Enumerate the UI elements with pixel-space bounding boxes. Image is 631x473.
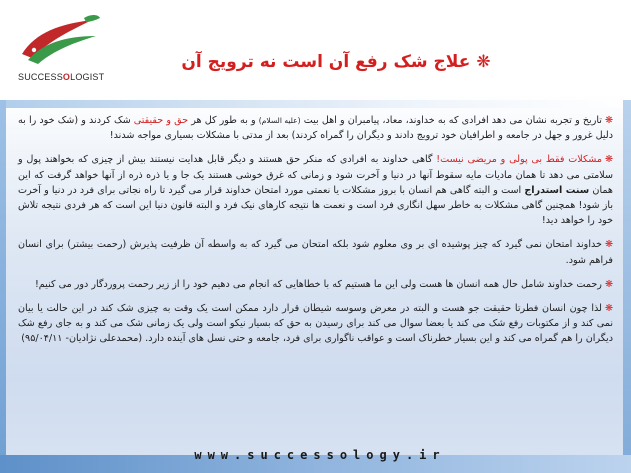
paragraph [18, 152, 613, 228]
paragraph-text: گاهی خداوند به افرادی که منکر حق هستند و دیگر قابل هدایت نیستند بیش از چیزی که بخواهند پول و سلامتی می دهد تا همان مادیات مایه سقوط آنها در دنیا و آخرت شود و زمانی که غرق خوشی هستند یک جا و یا ذره ذره از آنها خواهد گرفت که این همان [18, 154, 613, 196]
paragraph-text: شک کردند و (شک خود را به دلیل غرور و جهل در جامعه و اطرافیان خود ترویج دادند و دیگران را گمراه کردند) بعد از مدتی با مشکلات بسیاری مواجه شدند! [18, 115, 613, 142]
flower-bullet-icon: ❋ [604, 278, 613, 290]
frame-top-band [0, 100, 631, 108]
paragraph [18, 301, 613, 347]
paragraph [18, 237, 613, 267]
flower-bullet-icon: ❋ [604, 154, 614, 166]
paragraph-text: خداوند امتحان نمی گیرد که چیز پوشیده ای بر وی معلوم شود بلکه امتحان می گیرد که به واسطه آن ظرفیت پذیرش (رحمت بیشتر) برای انسان فراهم شود. [18, 239, 613, 266]
content-body [18, 113, 613, 443]
paragraph-text: و به طور کل هر [188, 115, 259, 126]
paragraph-text: رحمت خداوند شامل حال همه انسان ها هست ولی این ما هستیم که با خطاهایی که انجام می دهیم خود را از زیر رحمت پروردگار دور می کنیم! [34, 278, 602, 290]
paragraph [18, 277, 613, 292]
logo-swoosh-icon [14, 10, 104, 70]
flower-bullet-icon: ❋ [604, 303, 613, 315]
paragraph-text: سنت استدراج [524, 184, 590, 196]
paragraph-text: (علیه السلام) [258, 116, 301, 125]
footer-url[interactable]: www.successology.ir [194, 448, 446, 462]
frame-right-band [623, 100, 631, 473]
page-title [136, 52, 536, 72]
flower-bullet-icon: ❋ [604, 239, 613, 251]
logo-text: SUCCESSOLOGIST [18, 72, 105, 82]
paragraph-text: مشکلات فقط بی پولی و مریضی نیست! [436, 154, 602, 166]
paragraph-text: لذا چون انسان فطرتا حقیقت جو هست و البته در معرض وسوسه شیطان قرار دارد ممکن است یک وقت به چیزی شک کند در این حالت یا بیان نمی کند و از مکتوبات رفع شک می کند یا بعضا سوال می کند برای رسیدن به حق که بسیار نیکو است ولی یک زمانی شک می کند و به جای رفع شک دیگران را هم گمراه می کند و این بسیار خطرناک است و عواقب ناگواری برای فرد، جامعه و حتی نسل های آینده دارد. (محمدعلی نژادیان- ۹۵/۰۴/۱۱) [18, 303, 613, 345]
flower-bullet-icon: ❋ [476, 52, 491, 72]
flower-bullet-icon: ❋ [604, 115, 613, 126]
paragraph-text: حق و حقیقتی [133, 115, 189, 126]
frame-left-band [0, 100, 6, 473]
page-title-text: علاج شک رفع آن است نه ترویج آن [181, 52, 471, 72]
paragraph-text: تاریخ و تجربه نشان می دهد افرادی که به خداوند، معاد، پیامبران و اهل بیت [300, 115, 602, 126]
successologist-logo [14, 10, 104, 88]
paragraph [18, 113, 613, 143]
paragraph-text: است و البته گاهی هم انسان با بروز مشکلات یا نعمتی مورد امتحان خداوند قرار می گیرد تا راه نجاتی برای فرد در دنیا و آخرت باز شود! همچنین گاهی مشکلات به خاطر سهل انگاری فرد است و نعمت ها نتیجه کارهای نیک فرد و البته قانون دنیا این است که هر فردی نتیجه تلاش خود را خواهد دید! [18, 184, 613, 227]
